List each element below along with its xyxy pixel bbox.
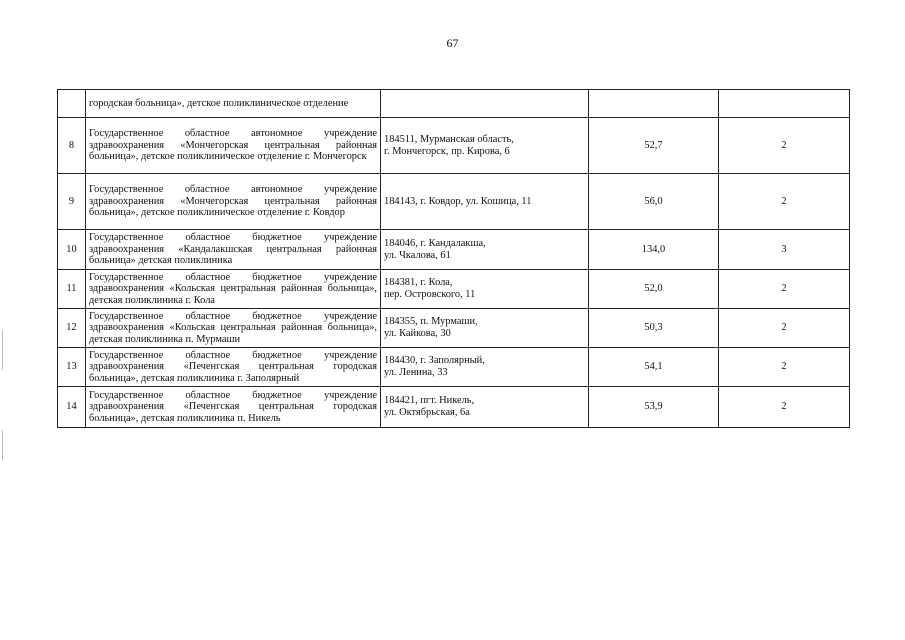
count-value: 2 xyxy=(719,118,850,174)
address-line: ул. Ленина, 33 xyxy=(384,367,448,378)
address-line: ул. Чкалова, 61 xyxy=(384,249,451,261)
institution-name: Государственное областное бюджетное учреждение здравоохранения «Кольская центральная районная больница», детская поликлиника г. Кола xyxy=(86,270,381,309)
address-line: 184381, г. Кола, xyxy=(384,277,453,289)
table-row xyxy=(58,309,850,348)
count-value: 2 xyxy=(719,270,850,309)
address-line: 184421, пгт. Никель, xyxy=(384,395,475,407)
count-value: 2 xyxy=(719,348,850,387)
count-value: 3 xyxy=(719,230,850,270)
area-value: 56,0 xyxy=(589,174,719,230)
area-value: 54,1 xyxy=(589,348,719,387)
address-line: пер. Островского, 11 xyxy=(384,289,476,300)
address-line: 184511, Мурманская область, xyxy=(384,133,514,145)
row-number: 10 xyxy=(58,230,86,270)
institution-name: Государственное областное автономное учреждение здравоохранения «Мончегорская центральная районная больница», детское поликлиническое отделение г. Мончегорск xyxy=(86,118,381,174)
row-number: 13 xyxy=(58,348,86,387)
institution-address xyxy=(381,309,589,348)
institutions-table xyxy=(57,89,850,428)
table-row xyxy=(58,90,850,118)
count-value: 2 xyxy=(719,387,850,428)
row-number: 9 xyxy=(58,174,86,230)
row-number: 14 xyxy=(58,387,86,428)
address-line: 184430, г. Заполярный, xyxy=(384,355,485,367)
institution-address xyxy=(381,230,589,270)
table-row xyxy=(58,174,850,230)
institution-name: Государственное областное автономное учреждение здравоохранения «Мончегорская центральная районная больница», детское поликлиническое отделение г. Ковдор xyxy=(86,174,381,230)
institution-address xyxy=(381,387,589,428)
address-line: 184046, г. Кандалакша, xyxy=(384,237,486,249)
table-row xyxy=(58,348,850,387)
scan-margin-mark xyxy=(2,430,3,460)
count-value xyxy=(719,90,850,118)
table-row xyxy=(58,118,850,174)
address-line: г. Мончегорск, пр. Кирова, 6 xyxy=(384,145,510,157)
area-value xyxy=(589,90,719,118)
institution-name: Государственное областное бюджетное учреждение здравоохранения «Кандалакшская центральная районная больница» детская поликлиника xyxy=(86,230,381,270)
table-row xyxy=(58,270,850,309)
institution-name: Государственное областное бюджетное учреждение здравоохранения «Печенгская центральная городская больница», детская поликлиника г. Заполярный xyxy=(86,348,381,387)
address-line: ул. Октябрьская, 6а xyxy=(384,407,470,418)
institution-address xyxy=(381,118,589,174)
area-value: 52,0 xyxy=(589,270,719,309)
institution-name: городская больница», детское поликлиническое отделение xyxy=(86,90,381,118)
institution-name: Государственное областное бюджетное учреждение здравоохранения «Кольская центральная районная больница», детская поликлиника п. Мурмаши xyxy=(86,309,381,348)
scan-margin-mark xyxy=(2,330,3,370)
row-number: 12 xyxy=(58,309,86,348)
area-value: 134,0 xyxy=(589,230,719,270)
count-value: 2 xyxy=(719,174,850,230)
institution-name: Государственное областное бюджетное учреждение здравоохранения «Печенгская центральная городская больница», детская поликлиника п. Никель xyxy=(86,387,381,428)
address-line: 184355, п. Мурмаши, xyxy=(384,316,478,328)
area-value: 52,7 xyxy=(589,118,719,174)
address-line: ул. Кайкова, 30 xyxy=(384,328,451,339)
table-row xyxy=(58,230,850,270)
institution-address xyxy=(381,348,589,387)
row-number xyxy=(58,90,86,118)
institution-address xyxy=(381,174,589,230)
address-line: 184143, г. Ковдор, ул. Кошица, 11 xyxy=(384,195,532,207)
area-value: 53,9 xyxy=(589,387,719,428)
row-number: 11 xyxy=(58,270,86,309)
area-value: 50,3 xyxy=(589,309,719,348)
count-value: 2 xyxy=(719,309,850,348)
table-row xyxy=(58,387,850,428)
page-number: 67 xyxy=(446,36,459,50)
row-number: 8 xyxy=(58,118,86,174)
institution-address xyxy=(381,90,589,118)
institution-address xyxy=(381,270,589,309)
